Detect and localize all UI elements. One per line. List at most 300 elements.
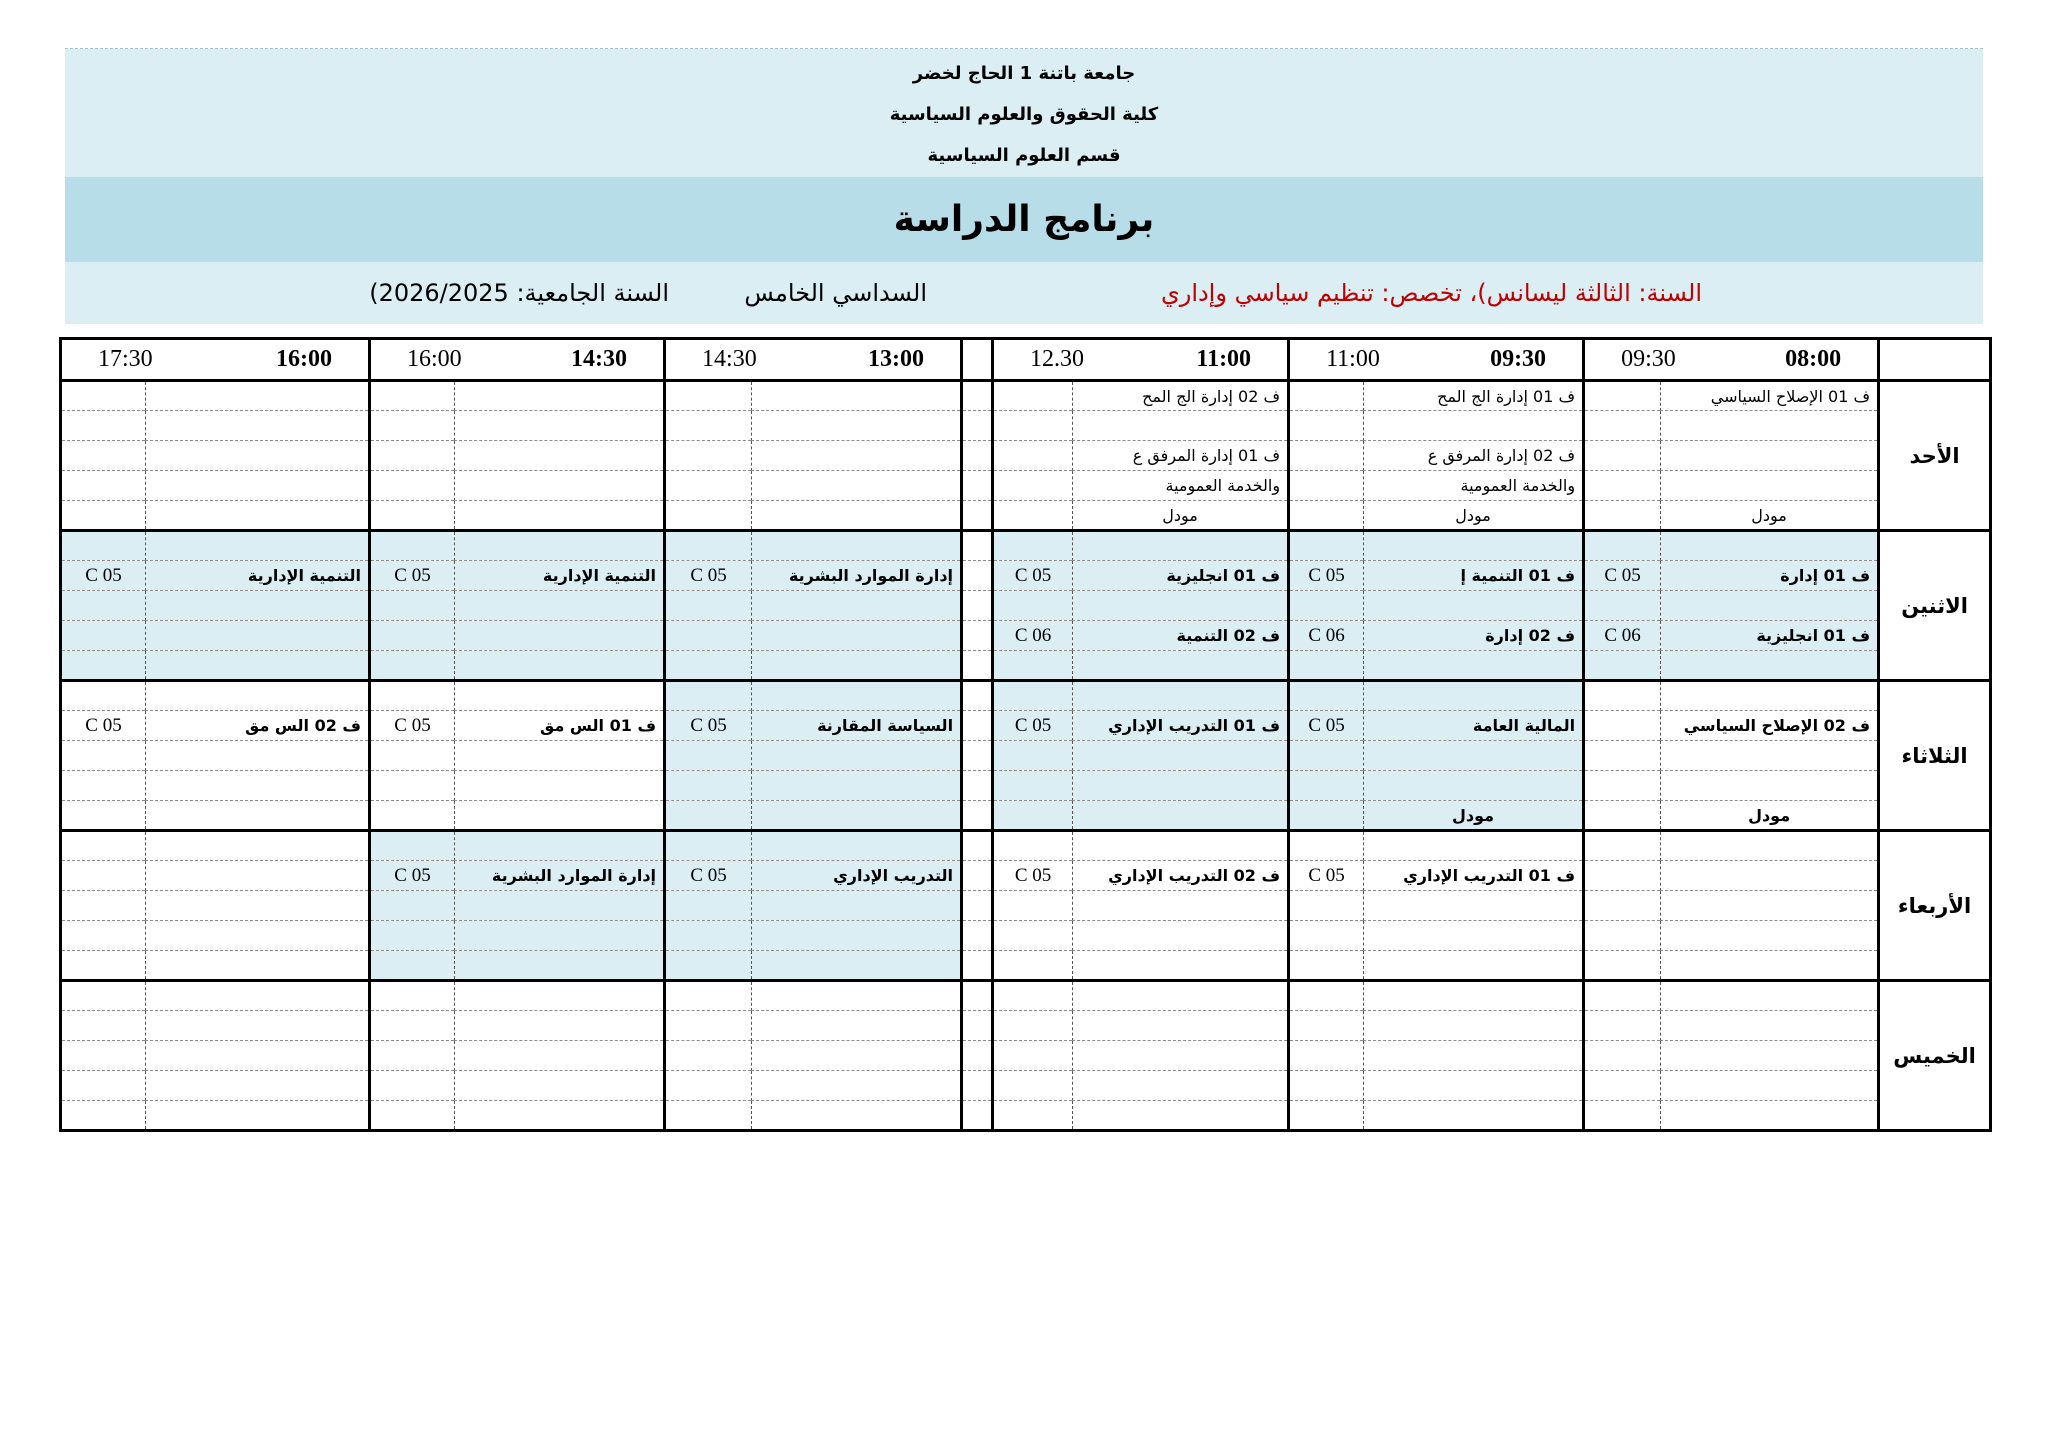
- day-subrow: [61, 981, 1991, 1011]
- session-subject-cell: [1073, 831, 1289, 861]
- document-header: [65, 48, 1983, 324]
- session-subject-cell: [1661, 1071, 1879, 1101]
- session-subject-cell: [146, 861, 370, 891]
- session-subject-cell: [752, 621, 962, 651]
- room-text: C 05: [1014, 564, 1052, 586]
- room-text: C 05: [1308, 564, 1345, 586]
- session-room-cell: [370, 1101, 455, 1131]
- session-subject-cell: [1364, 1041, 1584, 1071]
- session-subject-cell: [1073, 411, 1289, 441]
- subject-text: ف 02 إدارة: [1485, 626, 1576, 645]
- slot-start-time: 16:00: [276, 346, 333, 372]
- session-room-cell: [61, 531, 146, 561]
- session-subject-cell: [146, 531, 370, 561]
- day-subrow: [61, 381, 1991, 411]
- session-room-cell: [61, 501, 146, 531]
- session-room-cell: [370, 411, 455, 441]
- day-subrow: [61, 651, 1991, 681]
- session-room-cell: [993, 591, 1073, 621]
- session-room-cell: [370, 591, 455, 621]
- subject-text: ف 01 إدارة: [1780, 566, 1871, 585]
- subject-text: التنمية الإدارية: [542, 566, 657, 585]
- session-subject-cell: [146, 1011, 370, 1041]
- session-subject-cell: [1364, 981, 1584, 1011]
- slot-end-time: 17:30: [98, 346, 153, 372]
- day-subrow: [61, 621, 1991, 651]
- session-subject-cell: [1364, 951, 1584, 981]
- room-text: C 05: [394, 864, 431, 886]
- slot-header: [665, 339, 962, 381]
- day-subrow: [61, 891, 1991, 921]
- session-room-cell: [993, 711, 1073, 741]
- session-room-cell: [665, 861, 752, 891]
- session-room-cell: [1289, 741, 1364, 771]
- session-room-cell: [665, 771, 752, 801]
- break-column-header: [962, 339, 993, 381]
- session-room-cell: [665, 381, 752, 411]
- session-subject-cell: [1661, 711, 1879, 741]
- session-subject-cell: [1364, 681, 1584, 711]
- session-room-cell: [1584, 471, 1661, 501]
- session-subject-cell: [752, 381, 962, 411]
- session-room-cell: [1289, 561, 1364, 591]
- day-subrow: [61, 1071, 1991, 1101]
- day-subrow: [61, 441, 1991, 471]
- modality-note: مودل: [1455, 505, 1491, 525]
- session-room-cell: [993, 1041, 1073, 1071]
- subject-text: والخدمة العمومية: [1165, 476, 1281, 495]
- session-subject-cell: [146, 801, 370, 831]
- session-room-cell: [665, 981, 752, 1011]
- session-subject-cell: [1073, 1011, 1289, 1041]
- slot-start-time: 08:00: [1785, 346, 1842, 372]
- session-room-cell: [370, 831, 455, 861]
- session-room-cell: [1584, 711, 1661, 741]
- room-text: C 05: [1308, 714, 1345, 736]
- session-room-cell: [61, 921, 146, 951]
- session-room-cell: [993, 531, 1073, 561]
- session-subject-cell: [146, 501, 370, 531]
- session-room-cell: [61, 471, 146, 501]
- session-room-cell: [993, 561, 1073, 591]
- session-room-cell: [61, 981, 146, 1011]
- break-cell: [962, 381, 993, 411]
- session-room-cell: [1289, 861, 1364, 891]
- session-subject-cell: [752, 891, 962, 921]
- session-room-cell: [61, 441, 146, 471]
- session-room-cell: [1584, 681, 1661, 711]
- session-room-cell: [665, 651, 752, 681]
- session-room-cell: [61, 831, 146, 861]
- session-room-cell: [370, 771, 455, 801]
- slot-header: [370, 339, 665, 381]
- slot-time-range: [371, 346, 663, 373]
- session-room-cell: [665, 921, 752, 951]
- session-room-cell: [1584, 771, 1661, 801]
- session-subject-cell: [1073, 1041, 1289, 1071]
- subject-text: ف 01 انجليزية: [1166, 566, 1281, 585]
- session-room-cell: [665, 441, 752, 471]
- day-subrow: [61, 711, 1991, 741]
- session-room-cell: [993, 651, 1073, 681]
- session-room-cell: [1289, 1011, 1364, 1041]
- session-room-cell: [370, 441, 455, 471]
- slot-time-range: [62, 346, 368, 373]
- subject-text: التدريب الإداري: [833, 866, 954, 885]
- session-subject-cell: [752, 771, 962, 801]
- session-subject-cell: [1661, 1041, 1879, 1071]
- department-name: قسم العلوم السياسية: [927, 145, 1121, 166]
- session-subject-cell: [1364, 921, 1584, 951]
- session-room-cell: [1584, 891, 1661, 921]
- session-room-cell: [370, 891, 455, 921]
- session-subject-cell: [455, 861, 665, 891]
- session-subject-cell: [146, 561, 370, 591]
- session-subject-cell: [455, 411, 665, 441]
- session-room-cell: [1289, 531, 1364, 561]
- slot-end-time: 11:00: [1326, 346, 1380, 372]
- session-room-cell: [665, 801, 752, 831]
- session-room-cell: [1289, 801, 1364, 831]
- session-room-cell: [1289, 1041, 1364, 1071]
- session-subject-cell: [1073, 771, 1289, 801]
- session-subject-cell: [146, 471, 370, 501]
- session-subject-cell: [1661, 951, 1879, 981]
- session-room-cell: [61, 861, 146, 891]
- session-subject-cell: [146, 681, 370, 711]
- session-subject-cell: [455, 1011, 665, 1041]
- day-subrow: [61, 501, 1991, 531]
- day-subrow: [61, 531, 1991, 561]
- session-subject-cell: [752, 531, 962, 561]
- session-room-cell: [1289, 411, 1364, 441]
- session-room-cell: [1584, 981, 1661, 1011]
- session-room-cell: [1289, 831, 1364, 861]
- break-cell: [962, 1011, 993, 1041]
- session-subject-cell: [1364, 591, 1584, 621]
- session-room-cell: [370, 861, 455, 891]
- session-room-cell: [993, 741, 1073, 771]
- session-subject-cell: [1661, 741, 1879, 771]
- day-name: الأحد: [1879, 381, 1991, 531]
- session-room-cell: [665, 531, 752, 561]
- session-subject-cell: [146, 411, 370, 441]
- session-subject-cell: [1661, 411, 1879, 441]
- session-room-cell: [1289, 951, 1364, 981]
- session-room-cell: [993, 771, 1073, 801]
- session-subject-cell: [1661, 921, 1879, 951]
- break-cell: [962, 561, 993, 591]
- session-subject-cell: [1073, 621, 1289, 651]
- session-subject-cell: [1364, 381, 1584, 411]
- session-subject-cell: [1661, 681, 1879, 711]
- subject-text: ف 01 التنمية إ: [1460, 566, 1576, 585]
- session-room-cell: [993, 471, 1073, 501]
- session-subject-cell: [1661, 471, 1879, 501]
- session-subject-cell: [1364, 531, 1584, 561]
- session-room-cell: [370, 1071, 455, 1101]
- subject-text: ف 02 التنمية: [1176, 626, 1281, 645]
- session-room-cell: [370, 711, 455, 741]
- timetable-header: [61, 339, 1991, 381]
- break-cell: [962, 831, 993, 861]
- session-room-cell: [993, 951, 1073, 981]
- session-room-cell: [993, 621, 1073, 651]
- subject-text: ف 02 إدارة الج المح: [1142, 386, 1281, 406]
- session-room-cell: [370, 1011, 455, 1041]
- session-room-cell: [993, 801, 1073, 831]
- session-room-cell: [1584, 861, 1661, 891]
- room-text: C 05: [394, 564, 431, 586]
- session-room-cell: [370, 981, 455, 1011]
- session-room-cell: [370, 621, 455, 651]
- day-subrow: [61, 921, 1991, 951]
- session-subject-cell: [752, 591, 962, 621]
- session-subject-cell: [455, 1041, 665, 1071]
- break-cell: [962, 531, 993, 561]
- modality-note: مودل: [1748, 805, 1791, 825]
- day-name: الأربعاء: [1879, 831, 1991, 981]
- session-subject-cell: [1073, 471, 1289, 501]
- break-cell: [962, 501, 993, 531]
- session-room-cell: [370, 651, 455, 681]
- break-cell: [962, 621, 993, 651]
- session-room-cell: [61, 771, 146, 801]
- room-text: C 05: [1308, 864, 1345, 886]
- session-room-cell: [1584, 1011, 1661, 1041]
- session-subject-cell: [752, 741, 962, 771]
- slot-start-time: 09:30: [1490, 346, 1547, 372]
- session-room-cell: [61, 711, 146, 741]
- break-cell: [962, 891, 993, 921]
- room-text: C 06: [1604, 624, 1641, 646]
- session-room-cell: [993, 861, 1073, 891]
- session-subject-cell: [146, 381, 370, 411]
- break-cell: [962, 411, 993, 441]
- slot-start-time: 13:00: [868, 346, 925, 372]
- session-room-cell: [1584, 651, 1661, 681]
- session-subject-cell: [1364, 501, 1584, 531]
- session-subject-cell: [455, 561, 665, 591]
- session-subject-cell: [1661, 381, 1879, 411]
- session-subject-cell: [146, 951, 370, 981]
- session-room-cell: [1289, 591, 1364, 621]
- day-subrow: [61, 411, 1991, 441]
- session-subject-cell: [146, 441, 370, 471]
- break-cell: [962, 981, 993, 1011]
- subject-text: ف 01 إدارة المرفق ع: [1132, 446, 1281, 465]
- session-room-cell: [1289, 381, 1364, 411]
- subject-text: ف 01 انجليزية: [1756, 626, 1871, 645]
- session-subject-cell: [1661, 1011, 1879, 1041]
- room-text: C 05: [690, 864, 727, 886]
- session-room-cell: [1584, 741, 1661, 771]
- session-subject-cell: [1661, 531, 1879, 561]
- session-subject-cell: [1073, 651, 1289, 681]
- session-subject-cell: [752, 501, 962, 531]
- session-room-cell: [61, 1101, 146, 1131]
- session-subject-cell: [752, 441, 962, 471]
- room-text: C 05: [394, 714, 431, 736]
- session-room-cell: [665, 1041, 752, 1071]
- session-room-cell: [61, 621, 146, 651]
- session-subject-cell: [752, 981, 962, 1011]
- session-room-cell: [1289, 891, 1364, 921]
- slot-start-time: 14:30: [571, 346, 628, 372]
- room-text: C 06: [1308, 624, 1345, 646]
- subject-text: إدارة الموارد البشرية: [491, 866, 657, 885]
- slot-time-range: [994, 346, 1287, 373]
- session-subject-cell: [455, 801, 665, 831]
- session-subject-cell: [1661, 621, 1879, 651]
- university-name: جامعة باتنة 1 الحاج لخضر: [912, 63, 1136, 84]
- session-room-cell: [370, 501, 455, 531]
- session-room-cell: [665, 891, 752, 921]
- session-subject-cell: [1364, 621, 1584, 651]
- session-room-cell: [370, 561, 455, 591]
- subject-text: ف 01 التدريب الإداري: [1403, 866, 1576, 885]
- session-room-cell: [1584, 921, 1661, 951]
- session-room-cell: [1289, 921, 1364, 951]
- slot-end-time: 16:00: [407, 346, 462, 372]
- session-room-cell: [665, 501, 752, 531]
- session-room-cell: [993, 1071, 1073, 1101]
- session-subject-cell: [146, 981, 370, 1011]
- room-text: C 05: [1014, 864, 1052, 886]
- session-room-cell: [61, 741, 146, 771]
- break-cell: [962, 801, 993, 831]
- session-room-cell: [61, 891, 146, 921]
- session-room-cell: [1584, 501, 1661, 531]
- session-subject-cell: [455, 651, 665, 681]
- session-subject-cell: [1661, 771, 1879, 801]
- session-room-cell: [370, 531, 455, 561]
- session-subject-cell: [1073, 951, 1289, 981]
- session-subject-cell: [1364, 831, 1584, 861]
- session-room-cell: [993, 831, 1073, 861]
- break-cell: [962, 771, 993, 801]
- session-room-cell: [370, 741, 455, 771]
- day-subrow: [61, 771, 1991, 801]
- session-subject-cell: [146, 621, 370, 651]
- session-subject-cell: [146, 711, 370, 741]
- session-room-cell: [1584, 1041, 1661, 1071]
- room-text: C 05: [85, 564, 122, 586]
- session-room-cell: [370, 951, 455, 981]
- session-subject-cell: [1073, 981, 1289, 1011]
- day-subrow: [61, 471, 1991, 501]
- subject-text: ف 02 الس مق: [245, 716, 362, 735]
- level-and-specialty: السنة: الثالثة ليسانس)، تخصص: تنظيم سياسي وإداري: [1160, 279, 1702, 307]
- subject-text: ف 02 الإصلاح السياسي: [1683, 716, 1871, 735]
- modality-note: مودل: [1162, 505, 1198, 525]
- slot-time-range: [666, 346, 960, 373]
- day-subrow: [61, 831, 1991, 861]
- session-room-cell: [993, 921, 1073, 951]
- session-subject-cell: [1364, 801, 1584, 831]
- subject-text: ف 01 الس مق: [540, 716, 657, 735]
- session-room-cell: [1584, 831, 1661, 861]
- session-room-cell: [1584, 531, 1661, 561]
- session-subject-cell: [1364, 1101, 1584, 1131]
- session-subject-cell: [1364, 891, 1584, 921]
- subject-text: ف 01 التدريب الإداري: [1108, 716, 1281, 735]
- day-subrow: [61, 861, 1991, 891]
- session-room-cell: [1289, 771, 1364, 801]
- break-cell: [962, 951, 993, 981]
- session-subject-cell: [1364, 471, 1584, 501]
- session-subject-cell: [1661, 561, 1879, 591]
- day-subrow: [61, 801, 1991, 831]
- session-room-cell: [1289, 501, 1364, 531]
- session-room-cell: [1289, 681, 1364, 711]
- session-room-cell: [370, 471, 455, 501]
- subject-text: التنمية الإدارية: [247, 566, 362, 585]
- slot-start-time: 11:00: [1196, 346, 1252, 372]
- subject-text: ف 02 التدريب الإداري: [1108, 866, 1281, 885]
- day-column-header: [1879, 339, 1991, 381]
- break-cell: [962, 921, 993, 951]
- session-room-cell: [665, 471, 752, 501]
- session-subject-cell: [1364, 741, 1584, 771]
- session-subject-cell: [455, 711, 665, 741]
- session-subject-cell: [1073, 531, 1289, 561]
- session-subject-cell: [752, 831, 962, 861]
- session-room-cell: [61, 561, 146, 591]
- session-room-cell: [61, 801, 146, 831]
- break-cell: [962, 1101, 993, 1131]
- session-room-cell: [665, 951, 752, 981]
- session-subject-cell: [1364, 561, 1584, 591]
- session-room-cell: [61, 591, 146, 621]
- session-subject-cell: [146, 741, 370, 771]
- academic-year-label: السنة الجامعية: 2026/2025): [369, 279, 669, 307]
- session-room-cell: [993, 891, 1073, 921]
- session-subject-cell: [1073, 441, 1289, 471]
- day-subrow: [61, 741, 1991, 771]
- session-subject-cell: [1364, 771, 1584, 801]
- session-subject-cell: [1661, 891, 1879, 921]
- subject-text: إدارة الموارد البشرية: [788, 566, 954, 585]
- session-room-cell: [1584, 621, 1661, 651]
- session-subject-cell: [752, 921, 962, 951]
- session-subject-cell: [1364, 711, 1584, 741]
- session-subject-cell: [752, 651, 962, 681]
- session-room-cell: [993, 981, 1073, 1011]
- subject-text: المالية العامة: [1472, 716, 1576, 735]
- subject-text: السياسة المقارنة: [817, 716, 954, 735]
- break-cell: [962, 1041, 993, 1071]
- session-subject-cell: [455, 921, 665, 951]
- day-subrow: [61, 681, 1991, 711]
- day-name: الثلاثاء: [1879, 681, 1991, 831]
- semester-label: السداسي الخامس: [744, 279, 927, 307]
- session-subject-cell: [1073, 921, 1289, 951]
- session-subject-cell: [455, 381, 665, 411]
- slot-end-time: 12.30: [1030, 346, 1085, 372]
- session-subject-cell: [455, 531, 665, 561]
- session-subject-cell: [752, 471, 962, 501]
- session-subject-cell: [1073, 891, 1289, 921]
- room-text: C 06: [1014, 624, 1052, 646]
- session-subject-cell: [752, 1071, 962, 1101]
- session-subject-cell: [146, 591, 370, 621]
- break-cell: [962, 681, 993, 711]
- session-room-cell: [1584, 411, 1661, 441]
- session-room-cell: [1584, 801, 1661, 831]
- break-cell: [962, 591, 993, 621]
- session-subject-cell: [455, 741, 665, 771]
